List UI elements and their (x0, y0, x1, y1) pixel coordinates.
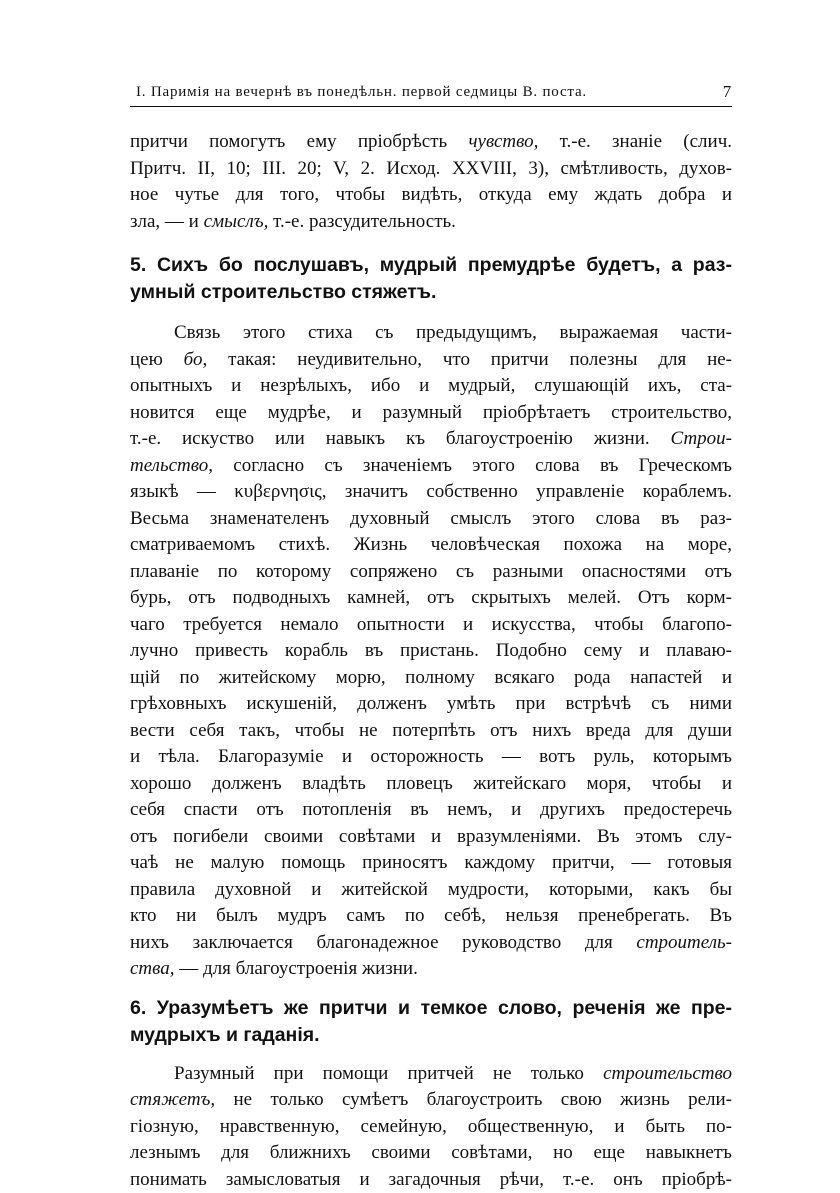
text-run: грѣховныхъ искушеній, долженъ умѣть при встрѣчѣ съ ними (130, 693, 732, 714)
text-run: себя спасти отъ потопленія въ немъ, и другихъ предостеречь (130, 799, 732, 820)
verse-line: 6. Уразумѣетъ же притчи и темкое слово, реченія же пре- (130, 995, 732, 1022)
text-run: хорошо долженъ владѣть пловецъ житейскаго моря, чтобы и (130, 773, 732, 794)
running-head-title: I. Паримія на вечернѣ въ понедѣльн. первой седмицы В. поста. (136, 84, 587, 101)
text-run: и тѣла. Благоразуміе и осторожность — вотъ руль, которымъ (130, 746, 732, 767)
text-line (130, 612, 732, 639)
text-line (130, 182, 732, 209)
text-run: т.-е. знаніе (слич. (538, 131, 732, 152)
text-line (130, 1114, 732, 1141)
text-run: Весьма знаменателенъ духовный смыслъ этого слова въ раз- (130, 508, 732, 529)
text-run: ное чутье для того, чтобы видѣть, откуда ему ждать добра и (130, 184, 732, 205)
text-line (130, 638, 732, 665)
text-run: т.-е. искуство или навыкъ къ благоустроенію жизни. (130, 428, 671, 449)
text-line (130, 426, 732, 453)
text-line (130, 691, 732, 718)
text-line (130, 718, 732, 745)
paragraph-continuation (130, 129, 732, 235)
text-line (130, 956, 732, 983)
verse-line: 5. Сихъ бо послушавъ, мудрый премудрѣе будетъ, а раз- (130, 252, 732, 279)
text-run: т.-е. разсудительность. (268, 211, 456, 232)
text-line (130, 850, 732, 877)
text-run: лезнымъ для ближнихъ своими совѣтами, но еще навыкнетъ (130, 1142, 732, 1163)
commentary-verse-6 (130, 1061, 732, 1193)
text-run: кто ни былъ мудръ самъ по себѣ, нельзя пренебрегать. Въ (130, 905, 732, 926)
text-line (130, 532, 732, 559)
text-run: опытныхъ и незрѣлыхъ, ибо и мудрый, слушающій ихъ, ста- (130, 375, 732, 396)
italic-run: тельство, (130, 455, 213, 476)
text-line (130, 903, 732, 930)
text-run: вести себя такъ, чтобы не потерпѣть отъ нихъ вреда для души (130, 720, 732, 741)
text-run: согласно съ значеніемъ этого слова въ Греческомъ (213, 455, 732, 476)
verse-line: мудрыхъ и гаданія. (130, 1022, 732, 1049)
text-line (130, 559, 732, 586)
text-line (130, 320, 732, 347)
text-run: Связь этого стиха съ предыдущимъ, выражаемая части- (174, 322, 732, 343)
text-run: новится еще мудрѣе, и разумный пріобрѣтаетъ строительство, (130, 402, 732, 423)
text-line (130, 771, 732, 798)
text-line (130, 506, 732, 533)
italic-run: ства, (130, 958, 175, 979)
verse-5-heading (130, 252, 732, 306)
page-number: 7 (723, 82, 732, 102)
text-line (130, 1140, 732, 1167)
text-run: щій по житейскому морю, полному всякаго рода напастей и (130, 667, 732, 688)
text-line (130, 129, 732, 156)
text-run: — для благоустроенія жизни. (175, 958, 418, 979)
text-line (130, 209, 732, 236)
text-line (130, 453, 732, 480)
italic-run: стяжетъ, (130, 1089, 215, 1110)
text-run: нихъ заключается благонадежное руководство для (130, 932, 636, 953)
italic-run: чувство, (468, 131, 538, 152)
text-line (130, 1167, 732, 1193)
text-run: чаго требуется немало опытности и искусства, чтобы благопо- (130, 614, 732, 635)
italic-run: строительство (603, 1063, 732, 1084)
text-line (130, 877, 732, 904)
italic-run: смыслъ, (204, 211, 269, 232)
text-run: отъ погибели своими совѣтами и вразумленіями. Въ этомъ слу- (130, 826, 732, 847)
italic-run: Строи- (671, 428, 733, 449)
text-run: такая: неудивительно, что притчи полезны для не- (207, 349, 732, 370)
text-line (130, 1087, 732, 1114)
text-run: цею (130, 349, 184, 370)
text-line (130, 347, 732, 374)
text-line (130, 665, 732, 692)
text-run: Разумный при помощи притчей не только (174, 1063, 603, 1084)
italic-run: бо, (184, 349, 208, 370)
text-run: гіозную, нравственную, семейную, общественную, и быть по- (130, 1116, 732, 1137)
text-line (130, 400, 732, 427)
text-line (130, 156, 732, 183)
text-run: притчи помогутъ ему пріобрѣсть (130, 131, 468, 152)
text-run: лучно привесть корабль въ пристань. Подобно сему и плаваю- (130, 640, 732, 661)
text-run: правила духовной и житейской мудрости, которыми, какъ бы (130, 879, 732, 900)
text-run: чаѣ не малую помощь приносятъ каждому притчи, — готовыя (130, 852, 732, 873)
italic-run: строитель- (636, 932, 732, 953)
text-line (130, 479, 732, 506)
text-line (130, 373, 732, 400)
text-run: языкѣ — κυβερνησις, значитъ собственно управленіе кораблемъ. (130, 481, 732, 502)
text-run: зла, — и (130, 211, 204, 232)
text-run: Притч. II, 10; III. 20; V, 2. Исход. XXVIII, 3), смѣтливость, духов- (130, 158, 732, 179)
text-run: сматриваемомъ стихѣ. Жизнь человѣческая похожа на море, (130, 534, 732, 555)
verse-line: умный строительство стяжетъ. (130, 279, 732, 306)
text-line (130, 1061, 732, 1088)
text-line (130, 824, 732, 851)
commentary-verse-5 (130, 320, 732, 983)
text-line (130, 797, 732, 824)
running-head (130, 82, 732, 107)
text-line (130, 585, 732, 612)
verse-6-heading (130, 995, 732, 1049)
text-run: понимать замысловатыя и загадочныя рѣчи, т.-е. онъ пріобрѣ- (130, 1169, 732, 1190)
text-run: не только сумѣетъ благоустроить свою жизнь рели- (215, 1089, 732, 1110)
text-run: плаваніе по которому сопряжено съ разными опасностями отъ (130, 561, 732, 582)
book-page (130, 82, 732, 1193)
text-line (130, 744, 732, 771)
text-run: бурь, отъ подводныхъ камней, отъ скрытыхъ мелей. Отъ корм- (130, 587, 732, 608)
text-line (130, 930, 732, 957)
